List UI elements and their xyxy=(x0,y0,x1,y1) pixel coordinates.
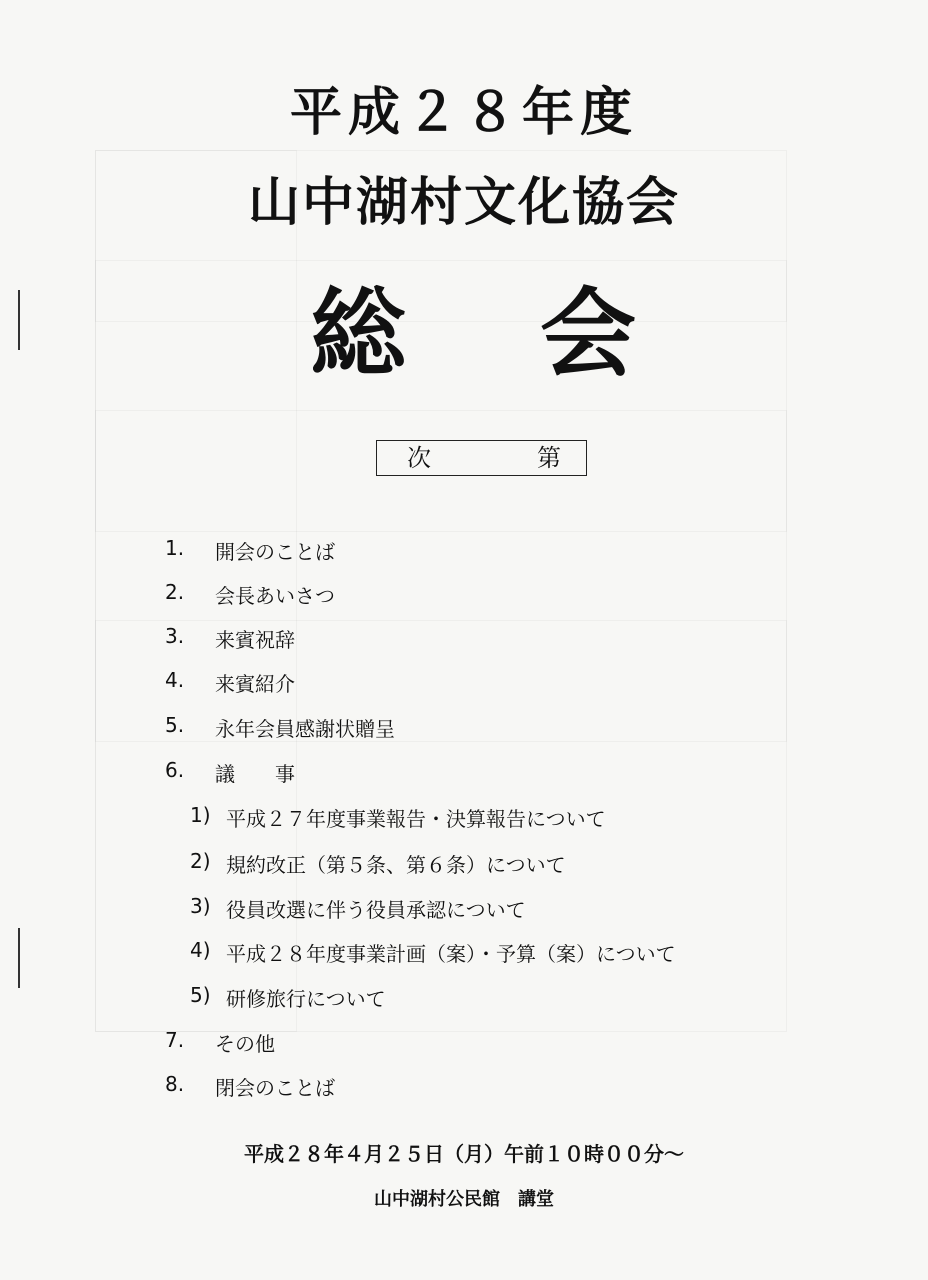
agenda-item-label: 会長あいさつ xyxy=(215,584,335,608)
agenda-heading-box xyxy=(376,440,587,476)
agenda-item-label: その他 xyxy=(215,1032,275,1056)
sub-item-number: 3) xyxy=(190,894,211,918)
sub-item-label: 平成２８年度事業計画（案）・予算（案）について xyxy=(226,942,676,966)
agenda-heading-char-2: 第 xyxy=(537,444,561,472)
agenda-item-number: 3. xyxy=(165,624,185,648)
sub-item-number: 5) xyxy=(190,983,211,1007)
agenda-item-label: 永年会員感謝状贈呈 xyxy=(215,717,395,741)
sub-item-label: 研修旅行について xyxy=(226,987,386,1011)
margin-mark-bottom xyxy=(18,928,20,988)
agenda-item-label: 来賓紹介 xyxy=(215,672,295,696)
sub-item-number: 4) xyxy=(190,938,211,962)
sub-item-label: 平成２７年度事業報告・決算報告について xyxy=(226,807,606,831)
agenda-item-label: 開会のことば xyxy=(215,540,335,564)
general-meeting-title xyxy=(310,258,638,395)
agenda-item-number: 5. xyxy=(165,713,185,737)
sub-item-number: 2) xyxy=(190,849,211,873)
meeting-venue: 山中湖村公民館 講堂 xyxy=(374,1189,554,1210)
meeting-title-char-2: 会 xyxy=(540,277,638,390)
meeting-datetime: 平成２８年４月２５日（月）午前１０時００分～ xyxy=(244,1142,684,1166)
fiscal-year-title: 平成２８年度 xyxy=(289,82,638,143)
agenda-item-number: 7. xyxy=(165,1028,185,1052)
agenda-item-number: 1. xyxy=(165,536,185,560)
meeting-title-char-1: 総 xyxy=(310,277,408,390)
sub-item-label: 規約改正（第５条、第６条）について xyxy=(226,853,566,877)
agenda-item-number: 8. xyxy=(165,1072,185,1096)
margin-mark-top xyxy=(18,290,20,350)
sub-item-label: 役員改選に伴う役員承認について xyxy=(226,898,526,922)
agenda-item-label: 議 事 xyxy=(215,762,295,786)
organization-title: 山中湖村文化協会 xyxy=(247,172,680,233)
agenda-item-number: 2. xyxy=(165,580,185,604)
agenda-item-label: 来賓祝辞 xyxy=(215,628,295,652)
agenda-item-label: 閉会のことば xyxy=(215,1076,335,1100)
agenda-item-number: 6. xyxy=(165,758,185,782)
agenda-item-number: 4. xyxy=(165,668,185,692)
agenda-heading-char-1: 次 xyxy=(407,444,431,472)
sub-item-number: 1) xyxy=(190,803,211,827)
